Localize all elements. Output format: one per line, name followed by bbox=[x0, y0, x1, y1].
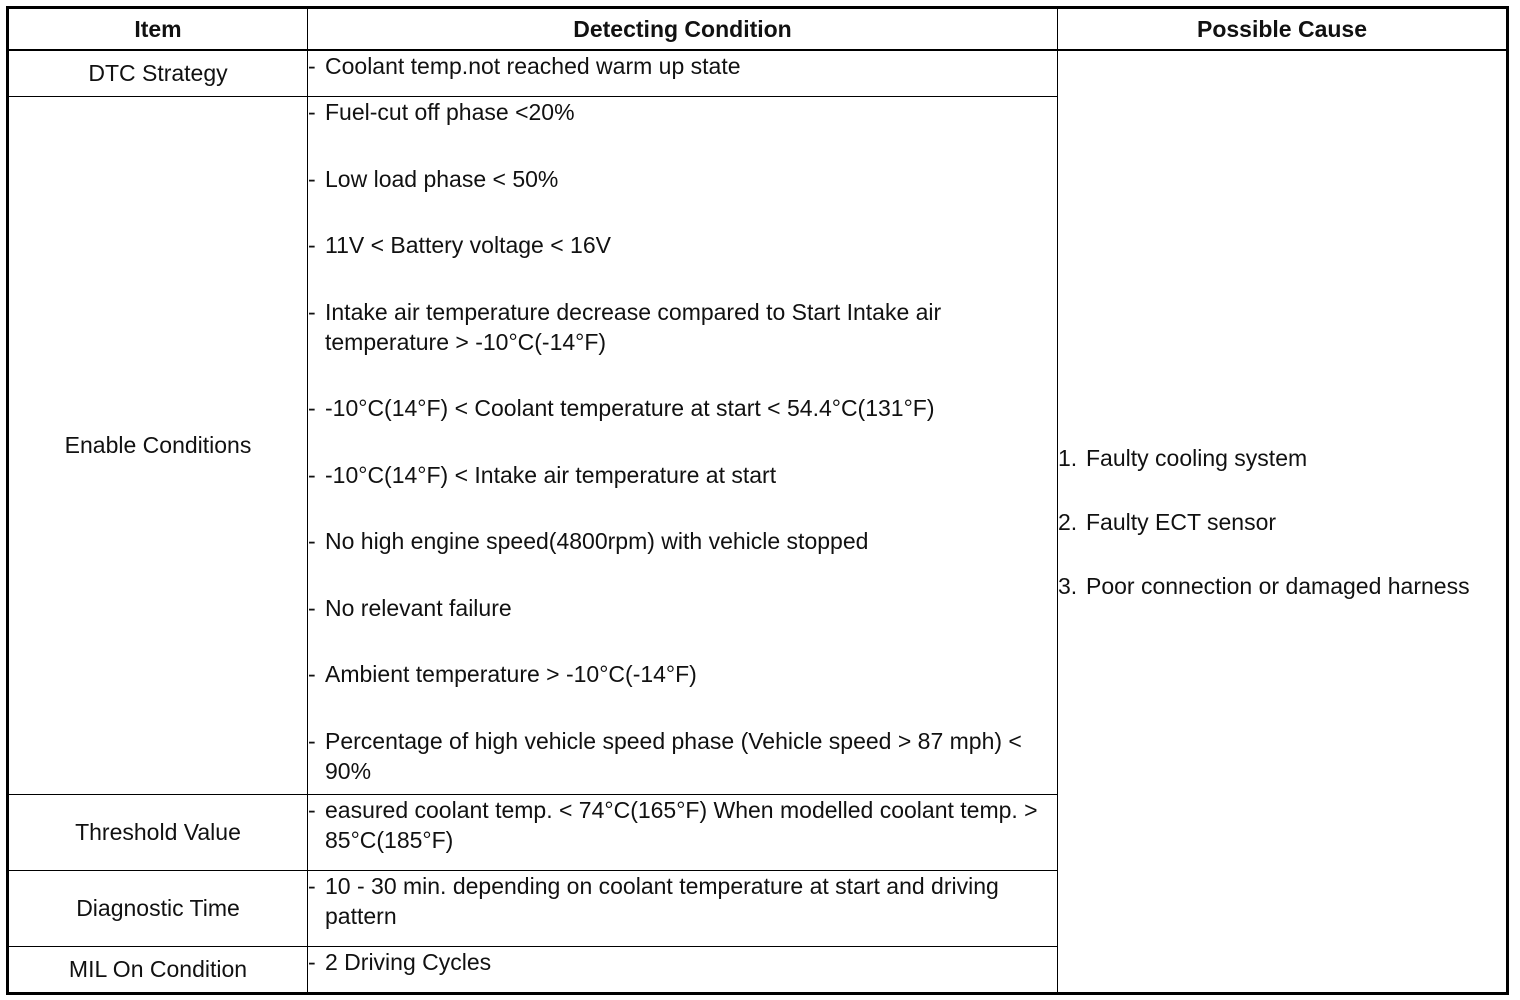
condition-item bbox=[308, 97, 1057, 127]
condition-text: Fuel-cut off phase <20% bbox=[325, 99, 575, 125]
condition-text: -10°C(14°F) < Coolant temperature at start < 54.4°C(131°F) bbox=[325, 395, 935, 421]
possible-cause-item bbox=[1058, 571, 1506, 601]
condition-item bbox=[308, 795, 1057, 855]
possible-cause-text: Faulty ECT sensor bbox=[1086, 508, 1277, 535]
condition-list bbox=[308, 51, 1057, 81]
header-possible-cause: Possible Cause bbox=[1058, 8, 1508, 51]
condition-text: 11V < Battery voltage < 16V bbox=[325, 232, 611, 258]
bullet-dash: - bbox=[308, 53, 316, 79]
condition-text: 10 - 30 min. depending on coolant temperature at start and driving pattern bbox=[325, 873, 999, 929]
bullet-dash: - bbox=[308, 727, 316, 754]
conditions-enable-conditions bbox=[308, 97, 1058, 795]
conditions-diagnostic-time bbox=[308, 871, 1058, 947]
condition-text: Percentage of high vehicle speed phase (Vehicle speed > 87 mph) < 90% bbox=[325, 727, 1022, 784]
item-enable-conditions: Enable Conditions bbox=[8, 97, 308, 795]
item-diagnostic-time: Diagnostic Time bbox=[8, 871, 308, 947]
condition-item bbox=[308, 297, 1057, 357]
condition-item bbox=[308, 393, 1057, 423]
bullet-dash: - bbox=[308, 298, 316, 325]
dtc-table bbox=[6, 6, 1509, 995]
condition-list bbox=[308, 947, 1057, 977]
bullet-dash: - bbox=[308, 797, 316, 823]
condition-text: 2 Driving Cycles bbox=[325, 949, 492, 975]
item-mil-on-condition: MIL On Condition bbox=[8, 947, 308, 994]
possible-cause-number: 2. bbox=[1058, 508, 1078, 535]
header-row bbox=[8, 8, 1508, 51]
condition-text: Ambient temperature > -10°C(-14°F) bbox=[325, 661, 697, 687]
condition-item bbox=[308, 164, 1057, 194]
condition-text: easured coolant temp. < 74°C(165°F) When modelled coolant temp. > 85°C(185°F) bbox=[325, 797, 1038, 853]
condition-text: No relevant failure bbox=[325, 594, 512, 621]
condition-text: Low load phase < 50% bbox=[325, 165, 559, 192]
possible-cause-list bbox=[1058, 443, 1506, 601]
bullet-dash: - bbox=[308, 528, 316, 554]
condition-item bbox=[308, 659, 1057, 689]
bullet-dash: - bbox=[308, 165, 316, 192]
row-dtc-strategy bbox=[8, 50, 1508, 97]
condition-item bbox=[308, 230, 1057, 260]
header-item: Item bbox=[8, 8, 308, 51]
possible-cause-text: Faulty cooling system bbox=[1086, 444, 1308, 471]
condition-list bbox=[308, 795, 1057, 855]
conditions-threshold-value bbox=[308, 795, 1058, 871]
condition-item bbox=[308, 947, 1057, 977]
possible-cause-cell bbox=[1058, 50, 1508, 994]
bullet-dash: - bbox=[308, 232, 316, 258]
item-dtc-strategy: DTC Strategy bbox=[8, 50, 308, 97]
possible-cause-text: Poor connection or damaged harness bbox=[1086, 572, 1470, 599]
bullet-dash: - bbox=[308, 949, 316, 975]
condition-list bbox=[308, 871, 1057, 931]
conditions-mil-on-condition bbox=[308, 947, 1058, 994]
condition-text: Coolant temp.not reached warm up state bbox=[325, 53, 741, 79]
bullet-dash: - bbox=[308, 594, 316, 621]
header-detecting-condition: Detecting Condition bbox=[308, 8, 1058, 51]
condition-item bbox=[308, 526, 1057, 556]
conditions-dtc-strategy bbox=[308, 50, 1058, 97]
condition-item bbox=[308, 726, 1057, 786]
possible-cause-number: 1. bbox=[1058, 444, 1078, 471]
bullet-dash: - bbox=[308, 395, 316, 421]
bullet-dash: - bbox=[308, 873, 316, 899]
condition-text: Intake air temperature decrease compared to Start Intake air temperature > -10°C(-14°F) bbox=[325, 298, 942, 355]
bullet-dash: - bbox=[308, 661, 316, 687]
condition-item bbox=[308, 51, 1057, 81]
bullet-dash: - bbox=[308, 461, 316, 488]
condition-list bbox=[308, 97, 1057, 786]
condition-text: -10°C(14°F) < Intake air temperature at start bbox=[325, 461, 777, 488]
condition-item bbox=[308, 871, 1057, 931]
possible-cause-item bbox=[1058, 507, 1506, 537]
condition-item bbox=[308, 460, 1057, 490]
possible-cause-item bbox=[1058, 443, 1506, 473]
bullet-dash: - bbox=[308, 99, 316, 125]
condition-item bbox=[308, 593, 1057, 623]
possible-cause-number: 3. bbox=[1058, 572, 1078, 599]
condition-text: No high engine speed(4800rpm) with vehicle stopped bbox=[325, 528, 869, 554]
item-threshold-value: Threshold Value bbox=[8, 795, 308, 871]
